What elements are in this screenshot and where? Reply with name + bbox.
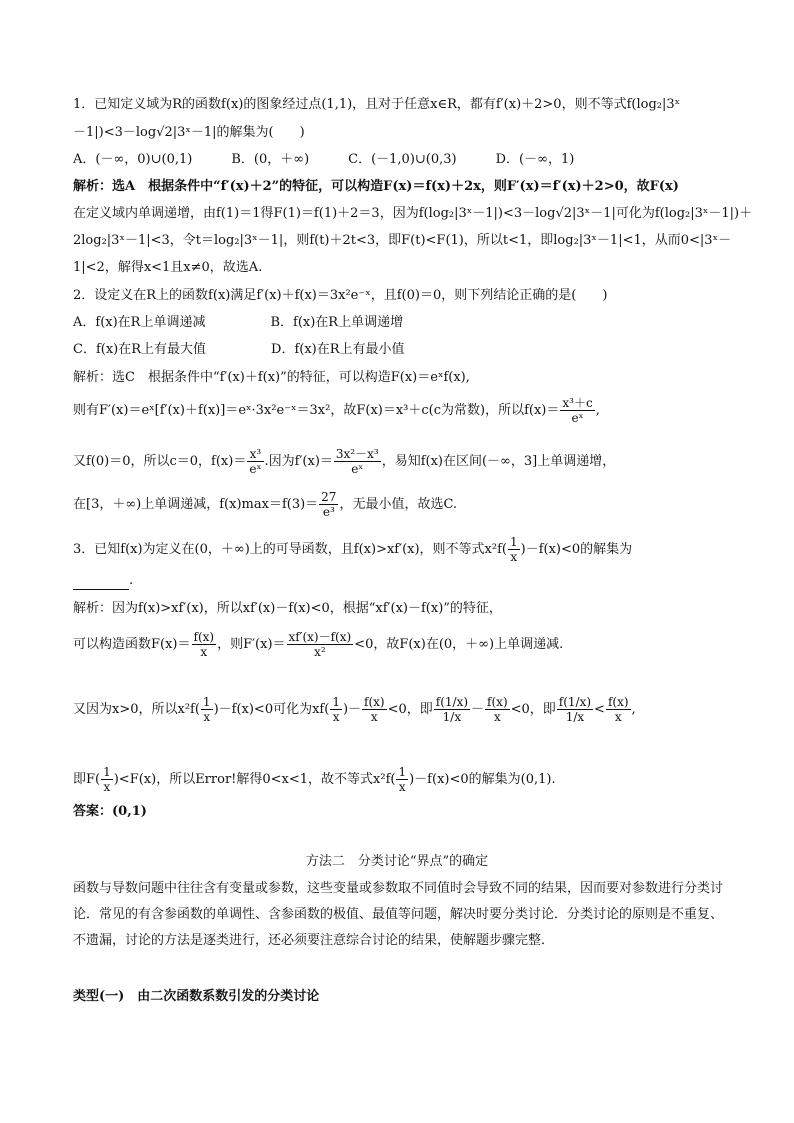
numerator: 1	[103, 765, 111, 779]
text-span: 又因为x>0，所以x²f(	[73, 702, 200, 717]
denominator: x	[510, 550, 518, 564]
text-span: .因为f′(x)＝	[264, 454, 333, 469]
solution-label: 解析：选A 根据条件中“f′(x)＋2”的特征，可以构造F(x)＝f(x)＋2x，则F′(x)＝f′(x)＋2>0，故F(x)	[73, 179, 679, 194]
fraction	[192, 630, 217, 659]
type-heading: 类型(一) 由二次函数系数引发的分类讨论	[73, 989, 320, 1004]
fraction	[434, 695, 470, 724]
text-span: 则有F′(x)＝eˣ[f′(x)＋f(x)]＝eˣ·3x²e⁻ˣ＝3x²，故F(x)＝x³＋c(c为常数)，所以f(x)＝	[73, 403, 560, 418]
denominator: x	[493, 710, 501, 724]
text-span: )<F(x)，所以Error!解得0<x<1，故不等式x²f(	[113, 772, 396, 787]
q3-line-1	[73, 535, 632, 564]
numerator: xf′(x)－f(x)	[288, 630, 352, 644]
q3-answer: 答案：(0,1)	[73, 804, 147, 819]
fraction	[330, 695, 342, 724]
fraction	[319, 490, 338, 519]
fraction	[508, 535, 520, 564]
fraction	[560, 396, 594, 425]
numerator: f(1/x)	[435, 695, 469, 709]
fraction	[606, 695, 631, 724]
numerator: f(x)	[364, 695, 385, 709]
text-span: ，无最小值，故选C.	[339, 497, 458, 512]
numerator: 27	[321, 490, 337, 504]
denominator: x	[103, 780, 111, 794]
q3-solution-4	[73, 765, 556, 794]
q2-options-ab: A．f(x)在R上单调递减 B．f(x)在R上单调递增	[73, 315, 404, 330]
denominator: e³	[322, 505, 335, 519]
q1-solution-2: 在定义域内单调递增，由f(1)＝1得F(1)＝f(1)＋2＝3，因为f(log₂|3ˣ－1|)<3－log√2|3ˣ－1|可化为f(log₂|3ˣ－1|)＋	[73, 206, 753, 221]
section-title: 方法二 分类讨论“界点”的确定	[305, 854, 489, 869]
q1-solution-3: 2log₂|3ˣ－1|<3，令t＝log₂|3ˣ－1|，则f(t)＋2t<3，即F(t)<F(1)，所以t<1，即log₂|3ˣ－1|<1，从而0<|3ˣ－	[73, 233, 732, 248]
denominator: eˣ	[249, 462, 262, 476]
denominator: x	[398, 780, 406, 794]
denominator: x	[370, 710, 378, 724]
numerator: 1	[398, 765, 407, 779]
text-span: 即F(	[73, 772, 101, 787]
denominator: x	[203, 710, 211, 724]
fraction	[334, 447, 381, 476]
q2-solution-4	[73, 490, 457, 519]
numerator: f(x)	[607, 695, 629, 709]
text-span: )－f(x)<0的解集为	[520, 542, 633, 557]
q2-options-cd: C．f(x)在R上有最大值 D．f(x)在R上有最小值	[73, 342, 405, 357]
fraction	[362, 695, 387, 724]
numerator: 1	[332, 695, 340, 709]
fraction	[287, 630, 354, 659]
text-span: 在[3，＋∞)上单调递减，f(x)max＝f(3)＝	[73, 497, 319, 512]
numerator: x³	[247, 447, 263, 462]
text-span: <0，即	[387, 702, 433, 717]
q1-solution-4: 1|<2，解得x<1且x≠0，故选A.	[73, 260, 263, 275]
text-span: <0，即	[510, 702, 556, 717]
numerator: 1	[202, 695, 211, 709]
numerator: f(x)	[487, 695, 508, 709]
denominator: 1/x	[442, 710, 462, 724]
numerator: x³＋c	[562, 396, 593, 410]
text-span: ,	[595, 403, 600, 418]
fraction	[101, 765, 113, 794]
q2-solution-3	[73, 447, 615, 476]
denominator: x	[200, 645, 208, 659]
fraction	[485, 695, 510, 724]
text-span: <0，故F(x)在(0，＋∞)上单调递减.	[354, 637, 564, 652]
numerator: f(x)	[193, 630, 215, 644]
text-span: .	[129, 573, 134, 588]
q2-solution-1: 解析：选C 根据条件中“f′(x)＋f(x)”的特征，可以构造F(x)＝eˣf(x),	[73, 370, 470, 385]
denominator: x	[614, 710, 622, 724]
text-span: 可以构造函数F(x)＝	[73, 637, 191, 652]
numerator: 3x²－x³	[335, 447, 379, 461]
q1-line-2: －1|)<3－log√2|3ˣ－1|的解集为( )	[73, 125, 305, 140]
fraction	[247, 447, 263, 476]
text-span: )－f(x)<0可化为xf(	[213, 702, 330, 717]
denominator: eˣ	[351, 462, 364, 476]
q3-solution-2	[73, 630, 563, 659]
q3-solution-1: 解析：因为f(x)>xf′(x)，所以xf′(x)－f(x)<0，根据“xf′(x)－f(x)”的特征，	[73, 601, 502, 616]
fraction	[557, 695, 593, 724]
fraction	[396, 765, 408, 794]
answer-blank	[73, 577, 129, 590]
text-span: 3．已知f(x)为定义在(0，＋∞)上的可导函数，且f(x)>xf′(x)，则不等式x²f(	[73, 542, 507, 557]
text-span: ，易知f(x)在区间(－∞，3]上单调递增，	[381, 454, 616, 469]
text-span: ,	[631, 702, 636, 717]
text-span: ，则F′(x)＝	[217, 637, 286, 652]
q2-line-1: 2．设定义在R上的函数f(x)满足f′(x)＋f(x)＝3x²e⁻ˣ，且f(0)＝0，则下列结论正确的是( )	[73, 288, 608, 303]
numerator: 1	[509, 535, 518, 549]
q1-options: A．(－∞，0)∪(0,1) B．(0，＋∞) C．(－1,0)∪(0,3) D．(－∞，1)	[73, 152, 575, 167]
q2-solution-2	[73, 396, 600, 425]
numerator: f(1/x)	[558, 695, 592, 709]
text-span: )－f(x)<0的解集为(0,1).	[409, 772, 556, 787]
fraction	[201, 695, 213, 724]
denominator: eˣ	[571, 411, 584, 425]
text-span: <	[594, 702, 605, 717]
text-span: 又f(0)＝0，所以c＝0，f(x)＝	[73, 454, 247, 469]
q1-solution-1	[73, 178, 679, 196]
q3-solution-3	[73, 695, 636, 724]
denominator: x	[332, 710, 340, 724]
denominator: 1/x	[565, 710, 585, 724]
q3-line-2	[73, 572, 133, 590]
denominator: x²	[314, 645, 326, 659]
q1-line-1: 1．已知定义域为R的函数f(x)的图象经过点(1,1)，且对于任意x∈R，都有f′(x)＋2>0，则不等式f(log₂|3ˣ	[73, 97, 681, 112]
text-span: －	[471, 702, 485, 717]
section-paragraph: 函数与导数问题中往往含有变量或参数，这些变量或参数取不同值时会导致不同的结果，因而要对参数进行分类讨论．常见的有含参函数的单调性、含参函数的极值、最值等问题，解决时要分类讨论．分类讨论的原则是不重复、不遗漏，讨论的方法是逐类进行，还必须要注意综合讨论的结果，使解题步骤完整．	[73, 881, 724, 948]
text-span: )－	[342, 702, 362, 717]
